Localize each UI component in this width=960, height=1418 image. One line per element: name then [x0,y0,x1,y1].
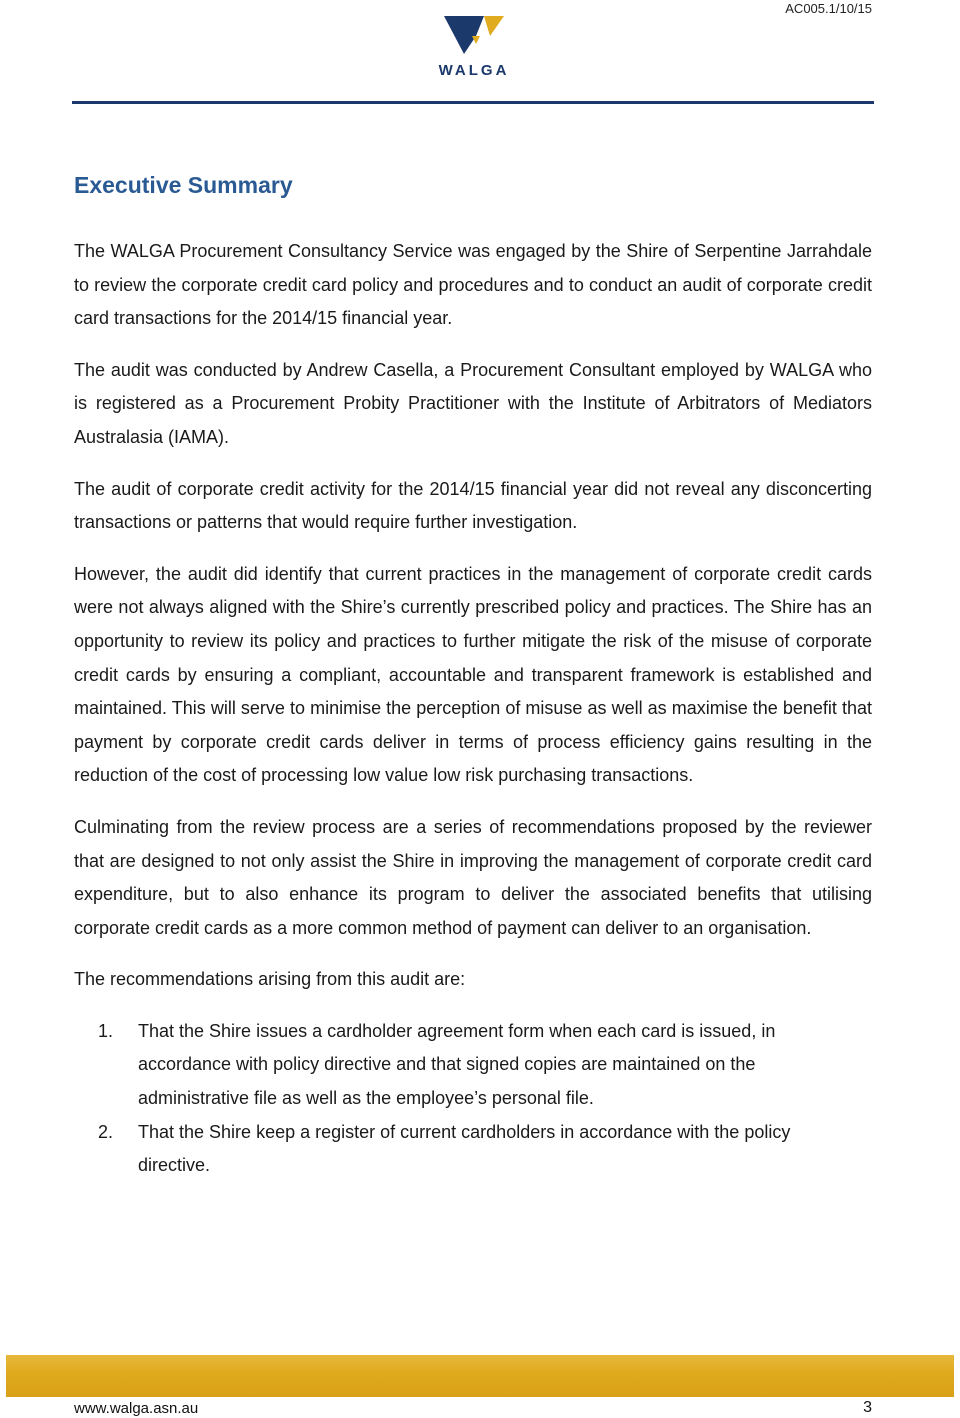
list-item-text: That the Shire keep a register of current cardholders in accordance with the policy directive. [138,1121,791,1176]
list-item [98,1116,826,1183]
recommendations-list [74,1015,872,1183]
document-reference: AC005.1/10/15 [785,1,872,16]
header-divider [72,101,874,104]
walga-logo [428,14,520,84]
paragraph-practices: However, the audit did identify that current practices in the management of corporate credit cards were not always aligned with the Shire’s currently prescribed policy and practices. The Shire has an opportunity to review its policy and practices to further mitigate the risk of the misuse of corporate credit cards by ensuring a compliant, accountable and transparent framework is established and maintained. This will serve to minimise the perception of misuse as well as maximise the benefit that payment by corporate credit cards deliver in terms of process efficiency gains resulting in the reduction of the cost of processing low value low risk purchasing transactions. [74,563,872,786]
page-number: 3 [863,1399,872,1416]
paragraph-auditor: The audit was conducted by Andrew Casella, a Procurement Consultant employed by WALGA who is registered as a Procurement Probity Practitioner with the Institute of Arbitrators of Mediators Australasia (IAMA). [74,359,872,447]
list-item [98,1015,826,1116]
paragraph-engagement: The WALGA Procurement Consultancy Service was engaged by the Shire of Serpentine Jarrahdale to review the corporate credit card policy and procedures and to conduct an audit of corporate credit card transactions for the 2014/15 financial year. [74,241,872,329]
walga-logo-mark-icon [428,14,520,60]
footer-website-link[interactable]: www.walga.asn.au [74,1400,199,1417]
section-title: Executive Summary [74,172,293,198]
list-item-number: 2. [98,1121,114,1142]
footer-band [6,1355,954,1397]
list-item-text: That the Shire issues a cardholder agreement form when each card is issued, in accordance with policy directive and that signed copies are maintained on the administrative file as well as the employee’s personal file. [138,1020,776,1109]
document-body [74,172,872,1183]
paragraph-findings: The audit of corporate credit activity for the 2014/15 financial year did not reveal any disconcerting transactions or patterns that would require further investigation. [74,478,872,533]
list-item-number: 1. [98,1020,114,1041]
paragraph-recommendations-intro: Culminating from the review process are a series of recommendations proposed by the reviewer that are designed to not only assist the Shire in improving the management of corporate credit card expenditure, but to also enhance its program to deliver the associated benefits that utilising corporate credit cards as a more common method of payment can deliver to an organisation. [74,816,872,938]
paragraph-list-lead: The recommendations arising from this audit are: [74,969,466,990]
logo-wordmark: WALGA [438,62,510,79]
